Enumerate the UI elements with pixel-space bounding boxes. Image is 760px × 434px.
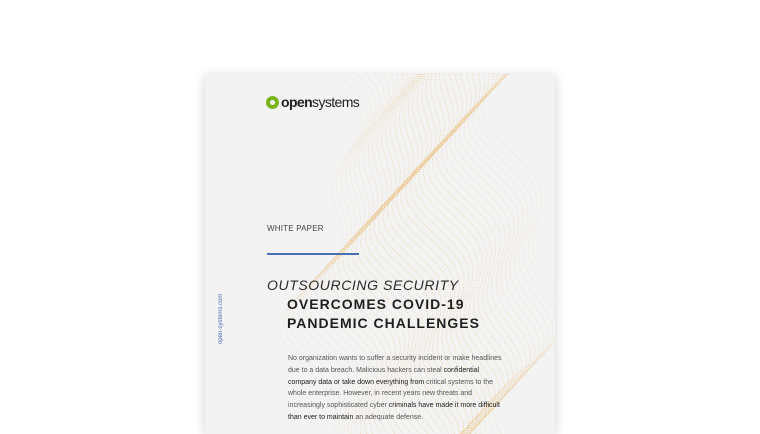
intro-text-5: an adequate defense. <box>353 413 424 421</box>
logo-text-open: open <box>281 94 313 110</box>
document-page <box>205 74 555 434</box>
doc-type-label: WHITE PAPER <box>267 224 324 233</box>
intro-paragraph <box>288 353 504 424</box>
title-line-1: OUTSOURCING SECURITY <box>267 277 459 293</box>
intro-text-3: critical systems to the whole enterprise. However, in recent years new threats and increasingly sophisticated cyber <box>288 378 494 410</box>
divider-rule <box>267 253 359 255</box>
intro-text-1: No organization wants to suffer a security incident or make headlines due to a data breach. Malicious hackers can steal <box>288 355 502 374</box>
title-line-2: OVERCOMES COVID-19 PANDEMIC CHALLENGES <box>287 296 480 331</box>
intro-text-4: criminals have made it more difficult than ever to maintain <box>288 402 500 421</box>
logo-ring-icon <box>266 96 279 109</box>
open-systems-logo <box>266 94 359 110</box>
side-url: open-systems.com <box>218 293 224 344</box>
intro-text-2: confidential company data or take down everything from <box>288 366 480 386</box>
logo-text-systems: systems <box>312 94 360 110</box>
